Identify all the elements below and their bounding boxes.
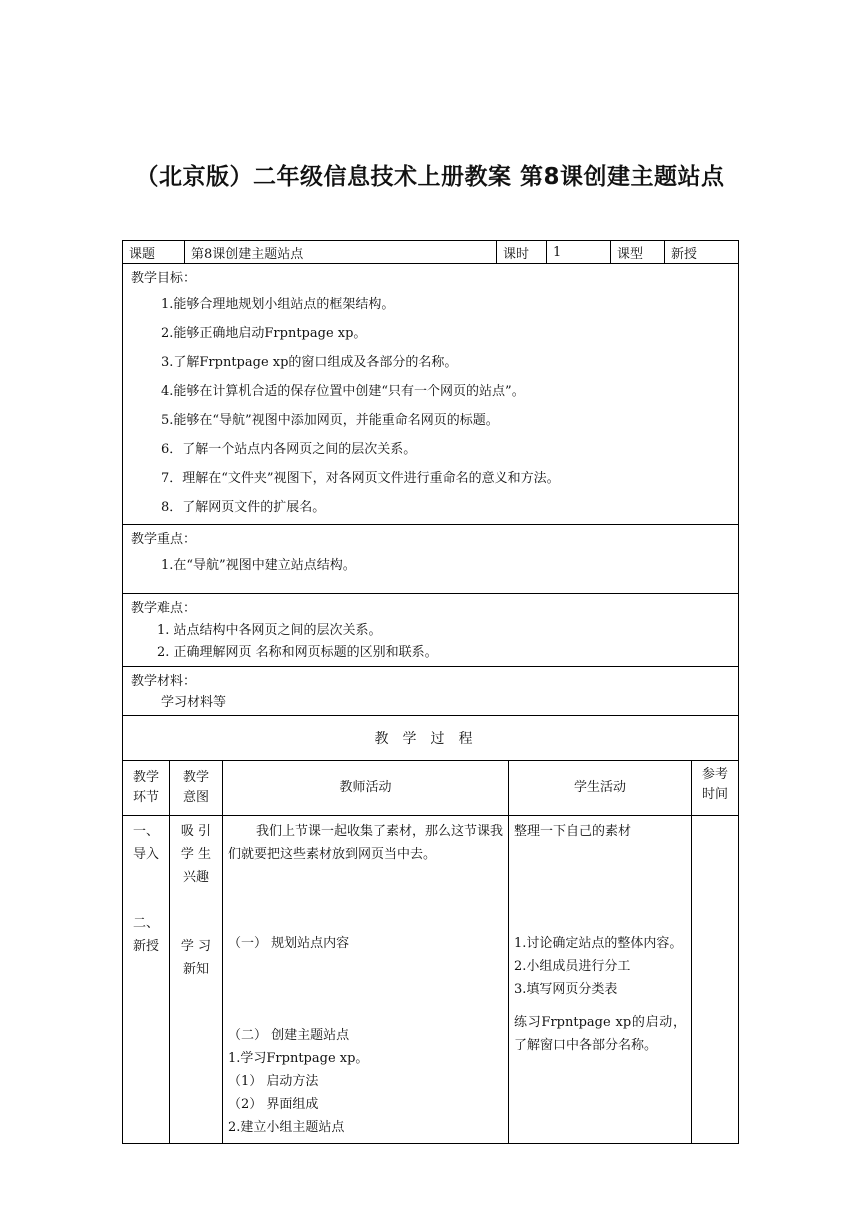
teacher-line: 1.学习Frpntpage xp。 [228, 1051, 369, 1066]
goal-item: 3.了解Frpntpage xp的窗口组成及各部分的名称。 [161, 355, 458, 370]
hours-label: 课时 [497, 241, 547, 264]
teacher-line: （2） 界面组成 [228, 1097, 319, 1112]
document-title: （北京版）二年级信息技术上册教案 第8课创建主题站点 [135, 164, 725, 190]
goal-item: 6．了解一个站点内各网页之间的层次关系。 [161, 442, 417, 457]
teacher-line: （1） 启动方法 [228, 1074, 319, 1089]
goal-item: 8．了解网页文件的扩展名。 [161, 500, 326, 515]
teacher-line: 2.建立小组主题站点 [228, 1120, 345, 1135]
student-line: 2.小组成员进行分工 [514, 959, 631, 974]
col-stage: 教学 环节 [123, 761, 170, 816]
goal-item: 7．理解在“文件夹”视图下，对各网页文件进行重命名的意义和方法。 [161, 471, 560, 486]
student-line: 练习Frpntpage xp的启动，了解窗口中各部分名称。 [514, 1015, 686, 1053]
process-body-row [123, 816, 739, 1144]
header-row [123, 241, 739, 264]
student-line: 1.讨论确定站点的整体内容。 [514, 936, 683, 951]
col-teacher: 教师活动 [223, 761, 509, 816]
goal-item: 2.能够正确地启动Frpntpage xp。 [161, 326, 367, 341]
materials-heading: 教学材料： [131, 674, 197, 689]
teacher-activity-cell [223, 816, 509, 1144]
keypoints-heading: 教学重点： [131, 532, 197, 547]
intent-cell: 吸 引 学 生 兴趣 学 习 新知 [170, 816, 223, 1144]
goals-row [123, 264, 739, 525]
topic-label: 课题 [123, 241, 185, 264]
col-ref-time: 参考 时间 [692, 761, 739, 816]
col-intent: 教学 意图 [170, 761, 223, 816]
lesson-table [122, 240, 739, 716]
keypoints-row [123, 525, 739, 594]
materials-row [123, 667, 739, 716]
student-intro: 整理一下自己的素材 [514, 824, 632, 839]
student-activity-cell [509, 816, 692, 1144]
materials-text: 学习材料等 [161, 695, 227, 710]
process-column-headers [123, 761, 739, 816]
difficulty-item: 1. 站点结构中各网页之间的层次关系。 [157, 623, 382, 638]
student-line: 3.填写网页分类表 [514, 982, 618, 997]
keypoint-item: 1.在“导航”视图中建立站点结构。 [161, 558, 356, 573]
process-title: 教学过程 [123, 716, 739, 761]
stage-cell: 一、 导入 二、 新授 [123, 816, 170, 1144]
difficulty-item: 2. 正确理解网页 名称和网页标题的区别和联系。 [157, 645, 438, 660]
type-value: 新授 [665, 241, 739, 264]
type-label: 课型 [611, 241, 665, 264]
difficulties-heading: 教学难点： [131, 601, 197, 616]
goals-heading: 教学目标： [131, 271, 197, 286]
difficulties-row [123, 594, 739, 667]
ref-time-cell [692, 816, 739, 1144]
teacher-line: （一） 规划站点内容 [228, 936, 350, 951]
teacher-intro: 我们上节课一起收集了素材，那么这节课我们就要把这些素材放到网页当中去。 [228, 824, 504, 862]
col-student: 学生活动 [509, 761, 692, 816]
lesson-plan [122, 240, 738, 1144]
goal-item: 4.能够在计算机合适的保存位置中创建“只有一个网页的站点”。 [161, 384, 525, 399]
process-table [122, 715, 739, 1144]
topic-value: 第8课创建主题站点 [185, 241, 497, 264]
goal-item: 1.能够合理地规划小组站点的框架结构。 [161, 297, 395, 312]
goal-item: 5.能够在“导航”视图中添加网页，并能重命名网页的标题。 [161, 413, 499, 428]
hours-value: 1 [547, 241, 611, 264]
teacher-line: （二） 创建主题站点 [228, 1028, 350, 1043]
